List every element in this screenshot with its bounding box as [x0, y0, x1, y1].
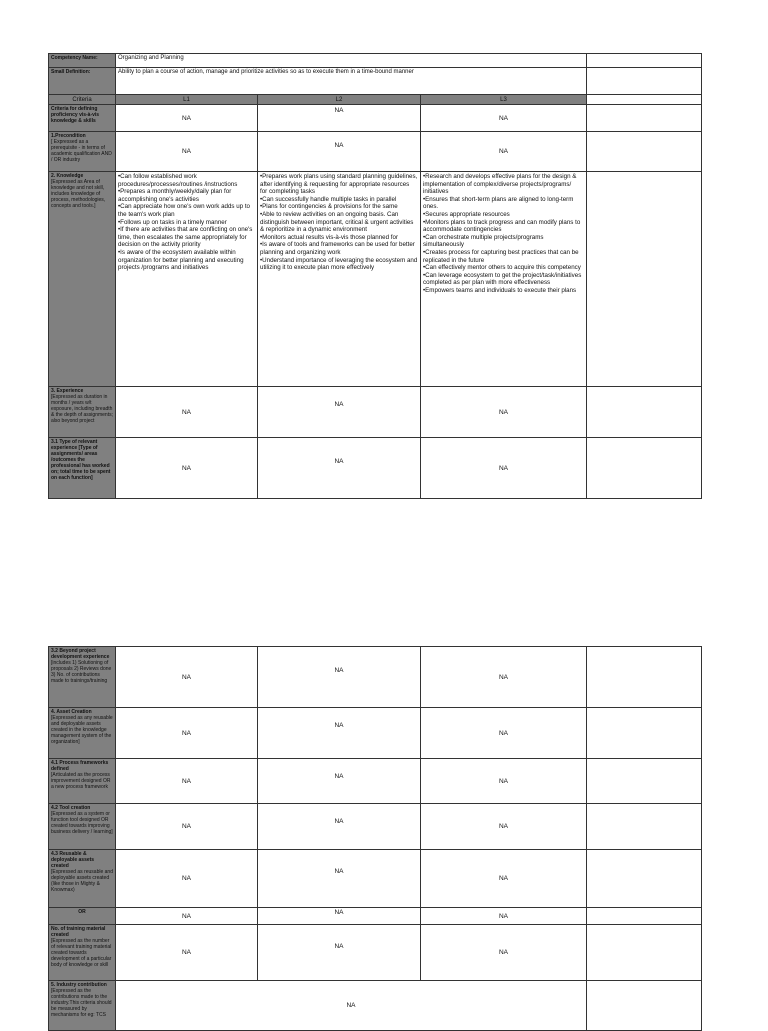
criteria-cell: Criteria for defining proficiency vis-à-vis knowledge & skills: [49, 105, 116, 132]
criteria-cell: 4.1 Process frameworks defined [Articulated as the process improvement designed OR a new process framework: [49, 759, 116, 804]
l3-na: NA: [421, 708, 587, 759]
merged-na: NA: [116, 981, 587, 1031]
l1-na: NA: [116, 105, 258, 132]
l2-na: NA: [258, 387, 421, 438]
l1-na: NA: [116, 759, 258, 804]
extra-cell: [587, 387, 702, 438]
l2-na: NA: [258, 708, 421, 759]
l1-knowledge: •Can follow established work procedures/processes/routines /instructions •Prepares a monthly/weekly/daily plan for accomplishing one's activities •Can appreciate how one's own work adds up to the team's work plan •Follows up on tasks in a timely manner •If there are activities that are conflicting on one's time, then escalates the same appropriately for decision on the activity priority •Is aware of the ecosystem available within organization for better planning and executing projects /programs and initiatives: [116, 172, 258, 387]
l2-header: L2: [258, 95, 421, 105]
extra-cell: [587, 132, 702, 172]
extra-cell: [587, 925, 702, 981]
extra-cell: [587, 172, 702, 387]
extra-cell: [587, 54, 702, 68]
l1-na: NA: [116, 438, 258, 499]
criteria-cell: 2. Knowledge [Expressed as Area of knowledge and not skill, includes knowledge of process, methodologies, concepts and tools.]: [49, 172, 116, 387]
extra-cell: [587, 850, 702, 908]
definition-label: Small Definition:: [49, 68, 116, 95]
l3-na: NA: [421, 647, 587, 708]
l3-na: NA: [421, 387, 587, 438]
criteria-or: OR: [49, 908, 116, 925]
l1-na: NA: [116, 804, 258, 850]
criteria-cell: 3.1 Type of relevant experience [Type of assignments/ areas /outcomes the professional has worked on; total time to be spent on each function]: [49, 438, 116, 499]
l1-na: NA: [116, 647, 258, 708]
l3-na: NA: [421, 925, 587, 981]
criteria-cell: 1.Precondition [ Expressed as a prerequisite - in terms of academic qualification AND / OR industry: [49, 132, 116, 172]
l1-na: NA: [116, 850, 258, 908]
criteria-cell: 4.3 Reusable & deployable assets created [Expressed as reusable and deployable assets created (like those in Mighty & Knowmax): [49, 850, 116, 908]
extra-cell: [587, 708, 702, 759]
competency-name-value: Organizing and Planning: [116, 54, 587, 68]
competency-name-label: Competency Name:: [49, 54, 116, 68]
l1-na: NA: [116, 908, 258, 925]
l3-na: NA: [421, 850, 587, 908]
l2-na: NA: [258, 438, 421, 499]
l2-na: NA: [258, 105, 421, 132]
criteria-cell: 3.2 Beyond project development experience [includes 1) Solutioning of proposals 2) Reviews done 3) No. of contributions made to trainings/training: [49, 647, 116, 708]
l2-na: NA: [258, 647, 421, 708]
l1-header: L1: [116, 95, 258, 105]
l1-na: NA: [116, 925, 258, 981]
l2-na: NA: [258, 925, 421, 981]
l3-na: NA: [421, 438, 587, 499]
l2-na: NA: [258, 850, 421, 908]
extra-cell: [587, 95, 702, 105]
l1-na: NA: [116, 132, 258, 172]
extra-cell: [587, 804, 702, 850]
l1-na: NA: [116, 387, 258, 438]
extra-cell: [587, 908, 702, 925]
criteria-cell: 4. Asset Creation [Expressed as any reusable and deployable assets created in the knowledge management system of the organization]: [49, 708, 116, 759]
extra-cell: [587, 105, 702, 132]
l3-na: NA: [421, 908, 587, 925]
l2-knowledge: •Prepares work plans using standard planning guidelines, after identifying & requesting for appropriate resources for completing tasks •Can successfully handle multiple tasks in parallel •Plans for contingencies & provisions for the same •Able to review activities on an ongoing basis. Can distinguish between important, critical & urgent activities & reprioritize in a dynamic environment •Monitors actual results vis-à-vis those planned for •Is aware of tools and frameworks can be used for better planning and organizing work •Understand importance of leveraging the ecosystem and utilizing it to execute plan more effectively: [258, 172, 421, 387]
l3-na: NA: [421, 132, 587, 172]
criteria-cell: No. of training material created [Expressed as the number of relevant training material created towards development of a particular body of knowledge or skill: [49, 925, 116, 981]
l1-na: NA: [116, 708, 258, 759]
definition-value: Ability to plan a course of action, manage and prioritize activities so as to execute them in a time-bound manner: [116, 68, 587, 95]
l3-na: NA: [421, 105, 587, 132]
criteria-cell: 3. Experience [Expressed as duration in months / years w/t exposure, including breadth & the depth of assignments; also beyond project: [49, 387, 116, 438]
extra-cell: [587, 759, 702, 804]
extra-cell: [587, 647, 702, 708]
l3-header: L3: [421, 95, 587, 105]
criteria-cell: 5. Industry contribution [Expressed as the contributions made to the industry.This criteria should be measured by mechanisms for eg: TCS: [49, 981, 116, 1031]
l3-na: NA: [421, 759, 587, 804]
competency-table-top: [48, 53, 702, 499]
extra-cell: [587, 981, 702, 1031]
l2-na: NA: [258, 908, 421, 925]
l2-na: NA: [258, 804, 421, 850]
l2-na: NA: [258, 132, 421, 172]
criteria-cell: 4.2 Tool creation [Expressed as a system or function tool designed OR created towards improving business delivery / learning]: [49, 804, 116, 850]
competency-table-bottom: [48, 646, 702, 1031]
criteria-header: Criteria: [49, 95, 116, 105]
l3-knowledge: •Research and develops effective plans for the design & implementation of complex/diverse projects/programs/ initiatives •Ensures that short-term plans are aligned to long-term ones. •Secures appropriate resources •Monitors plans to track progress and can modify plans to accommodate contingencies •Can orchestrate multiple projects/programs simultaneously •Creates process for capturing best practices that can be replicated in the future •Can effectively mentor others to acquire this competency •Can leverage ecosystem to get the project/task/initiatives completed as per plan with more effectiveness •Empowers teams and individuals to execute their plans: [421, 172, 587, 387]
extra-cell: [587, 68, 702, 95]
extra-cell: [587, 438, 702, 499]
l2-na: NA: [258, 759, 421, 804]
l3-na: NA: [421, 804, 587, 850]
